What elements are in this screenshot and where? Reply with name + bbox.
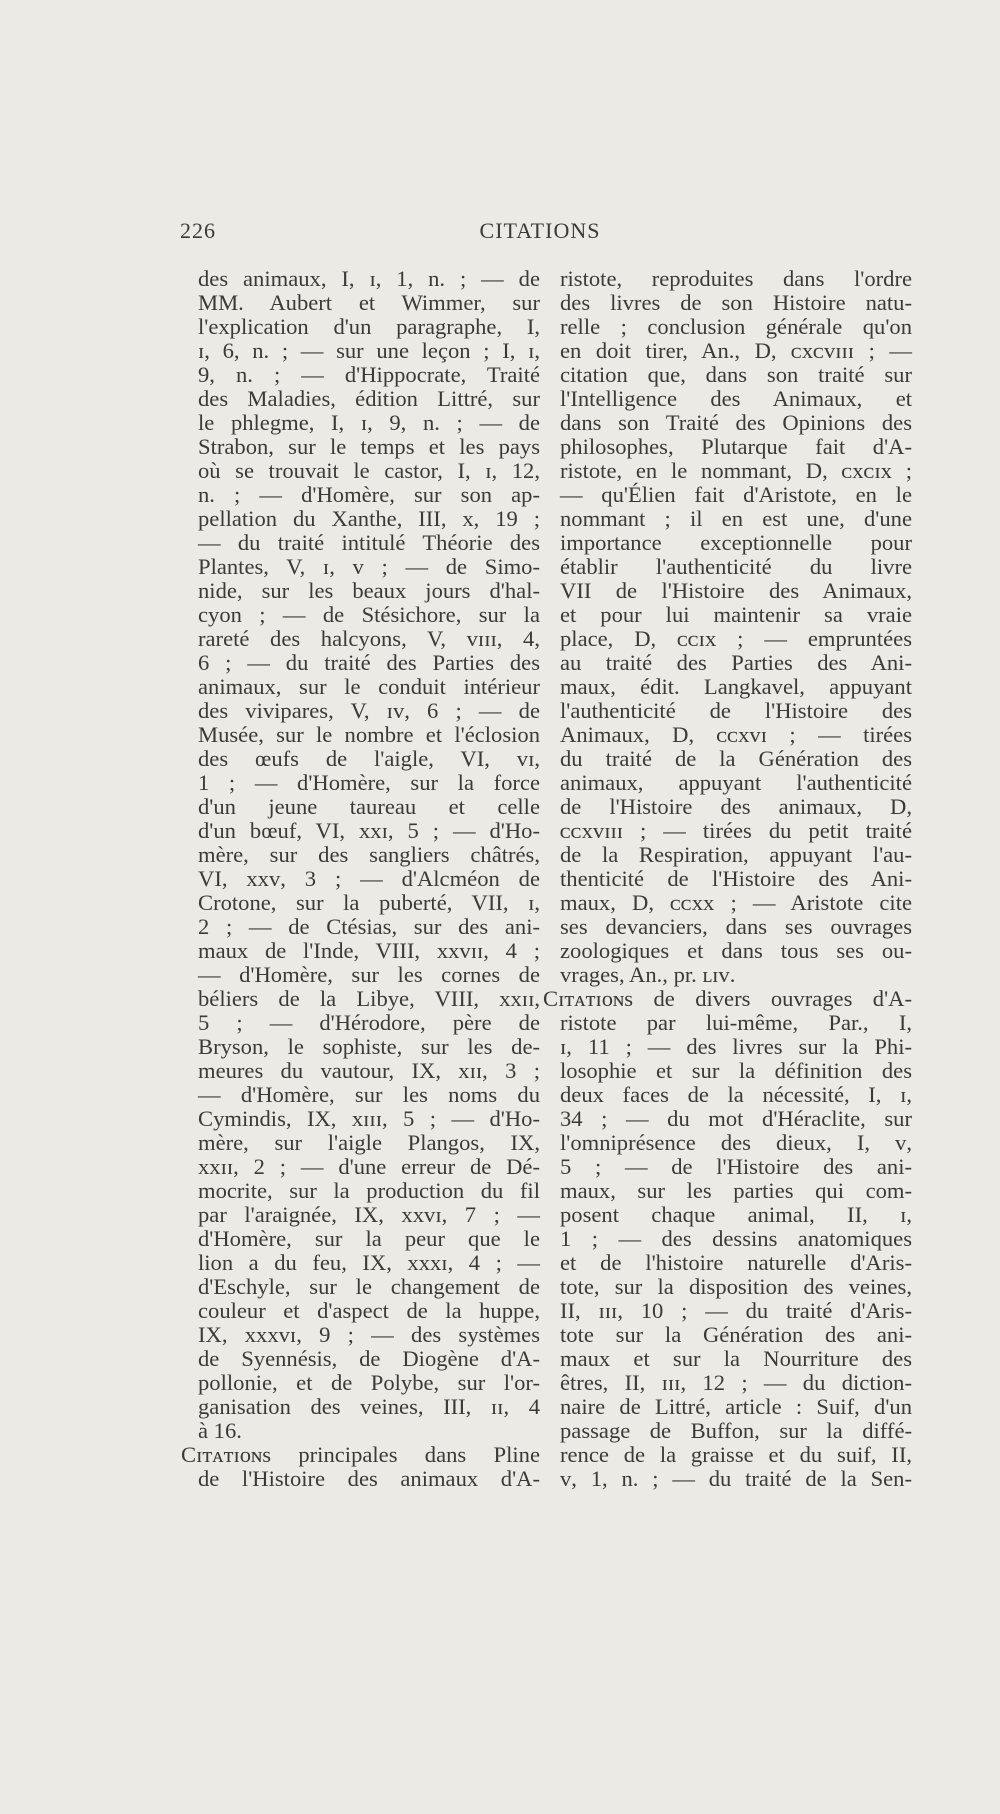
page-number: 226	[180, 218, 216, 243]
left-column-line: rareté des halcyons, V, ᴠɪɪɪ, 4,	[198, 626, 540, 651]
right-column-line: vrages, An., pr. ʟɪᴠ.	[560, 962, 736, 987]
left-column-line: lion a du feu, IX, xxxɪ, 4 ; —	[198, 1250, 540, 1275]
right-column-line: maux, édit. Langkavel, appuyant	[560, 674, 912, 699]
right-column-line: l'omniprésence des dieux, I, ᴠ,	[560, 1130, 912, 1155]
left-column-line: d'Eschyle, sur le changement de	[198, 1274, 540, 1299]
left-column-line: ganisation des veines, III, ɪɪ, 4	[198, 1394, 540, 1419]
left-column-line: des Maladies, édition Littré, sur	[198, 386, 540, 411]
right-column-line: Animaux, D, ᴄᴄxᴠɪ ; — tirées	[560, 722, 912, 747]
left-column-line: où se trouvait le castor, I, ɪ, 12,	[198, 458, 540, 483]
left-column-line: meures du vautour, IX, xɪɪ, 3 ;	[198, 1058, 540, 1083]
right-column-line: 34 ; — du mot d'Héraclite, sur	[560, 1106, 912, 1131]
left-column-line: VI, xxᴠ, 3 ; — d'Alcméon de	[198, 866, 540, 891]
right-column-line: animaux, appuyant l'authenticité	[560, 770, 912, 795]
left-column-line: des œufs de l'aigle, VI, ᴠɪ,	[198, 746, 540, 771]
right-column-line: maux et sur la Nourriture des	[560, 1346, 912, 1371]
left-column-line: Cɪᴛᴀᴛɪᴏɴs principales dans Pline	[181, 1442, 540, 1467]
right-column-line: au traité des Parties des Ani-	[560, 650, 912, 675]
left-column-line: l'explication d'un paragraphe, I,	[198, 314, 540, 339]
right-column-line: l'authenticité de l'Histoire des	[560, 698, 912, 723]
left-column-line: le phlegme, I, ɪ, 9, n. ; — de	[198, 410, 540, 435]
left-column-line: Strabon, sur le temps et les pays	[198, 434, 540, 459]
right-column-line: nommant ; il en est une, d'une	[560, 506, 912, 531]
right-column-line: ɪ, 11 ; — des livres sur la Phi-	[560, 1034, 912, 1059]
left-column-line: d'un bœuf, VI, xxɪ, 5 ; — d'Ho-	[198, 818, 540, 843]
left-column-line: 6 ; — du traité des Parties des	[198, 650, 540, 675]
left-column-line: 5 ; — d'Hérodore, père de	[198, 1010, 540, 1035]
right-column-line: citation que, dans son traité sur	[560, 362, 912, 387]
left-column-line: Bryson, le sophiste, sur les de-	[198, 1034, 540, 1059]
right-column-line: passage de Buffon, sur la diffé-	[560, 1418, 912, 1443]
right-column-line: importance exceptionnelle pour	[560, 530, 912, 555]
right-column-line: rence de la graisse et du suif, II,	[560, 1442, 912, 1467]
right-column-line: II, ɪɪɪ, 10 ; — du traité d'Aris-	[560, 1298, 912, 1323]
right-column-line: tote sur la Génération des ani-	[560, 1322, 912, 1347]
right-column-line: ristote par lui-même, Par., I,	[560, 1010, 912, 1035]
left-column-line: 1 ; — d'Homère, sur la force	[198, 770, 540, 795]
right-column-line: et pour lui maintenir sa vraie	[560, 602, 912, 627]
right-column-line: dans son Traité des Opinions des	[560, 410, 912, 435]
left-column-line: pollonie, et de Polybe, sur l'or-	[198, 1370, 540, 1395]
right-column-line: des livres de son Histoire natu-	[560, 290, 912, 315]
left-column-line: de Syennésis, de Diogène d'A-	[198, 1346, 540, 1371]
left-column-line: ɪ, 6, n. ; — sur une leçon ; I, ɪ,	[198, 338, 540, 363]
running-title: CITATIONS	[479, 218, 601, 243]
right-column-line: losophie et sur la définition des	[560, 1058, 912, 1083]
right-column-line: en doit tirer, An., D, ᴄxᴄᴠɪɪɪ ; —	[560, 338, 912, 363]
left-column-line: des vivipares, V, ɪᴠ, 6 ; — de	[198, 698, 540, 723]
left-column-line: Crotone, sur la puberté, VII, ɪ,	[198, 890, 540, 915]
left-column-line: — d'Homère, sur les noms du	[198, 1082, 540, 1107]
left-column-line: maux de l'Inde, VIII, xxᴠɪɪ, 4 ;	[198, 938, 540, 963]
right-column-line: maux, D, ᴄᴄxx ; — Aristote cite	[560, 890, 912, 915]
right-column-line: philosophes, Plutarque fait d'A-	[560, 434, 912, 459]
right-column-line: de l'Histoire des animaux, D,	[560, 794, 912, 819]
left-column-line: Musée, sur le nombre et l'éclosion	[198, 722, 540, 747]
right-column-line: êtres, II, ɪɪɪ, 12 ; — du diction-	[560, 1370, 912, 1395]
right-column-line: 1 ; — des dessins anatomiques	[560, 1226, 912, 1251]
left-column-line: béliers de la Libye, VIII, xxɪɪ,	[198, 986, 540, 1011]
left-column-line: MM. Aubert et Wimmer, sur	[198, 290, 540, 315]
right-column-line: ristote, reproduites dans l'ordre	[560, 266, 912, 291]
right-column-line: du traité de la Génération des	[560, 746, 912, 771]
right-column-line: naire de Littré, article : Suif, d'un	[560, 1394, 912, 1419]
right-column-line: ses devanciers, dans ses ouvrages	[560, 914, 912, 939]
left-column-line: mère, sur l'aigle Plangos, IX,	[198, 1130, 540, 1155]
right-column-line: établir l'authenticité du livre	[560, 554, 912, 579]
right-text-column	[543, 266, 912, 1491]
left-column-line: mère, sur des sangliers châtrés,	[198, 842, 540, 867]
left-column-line: d'un jeune taureau et celle	[198, 794, 540, 819]
left-column-line: 2 ; — de Ctésias, sur des ani-	[198, 914, 540, 939]
left-column-line: n. ; — d'Homère, sur son ap-	[198, 482, 540, 507]
right-column-line: deux faces de la nécessité, I, ɪ,	[560, 1082, 912, 1107]
left-column-line: animaux, sur le conduit intérieur	[198, 674, 540, 699]
right-column-line: ᴄᴄxᴠɪɪɪ ; — tirées du petit traité	[560, 818, 912, 843]
left-column-line: d'Homère, sur la peur que le	[198, 1226, 540, 1251]
right-column-line: posent chaque animal, II, ɪ,	[560, 1202, 912, 1227]
right-column-line: thenticité de l'Histoire des Ani-	[560, 866, 912, 891]
right-column-line: — qu'Élien fait d'Aristote, en le	[560, 482, 912, 507]
left-column-line: par l'araignée, IX, xxᴠɪ, 7 ; —	[198, 1202, 540, 1227]
left-column-line: nide, sur les beaux jours d'hal-	[198, 578, 540, 603]
right-column-line: de la Respiration, appuyant l'au-	[560, 842, 912, 867]
left-column-line: 9, n. ; — d'Hippocrate, Traité	[198, 362, 540, 387]
right-column-line: zoologiques et dans tous ses ou-	[560, 938, 912, 963]
right-column-line: ᴠ, 1, n. ; — du traité de la Sen-	[560, 1466, 912, 1491]
right-column-line: tote, sur la disposition des veines,	[560, 1274, 912, 1299]
right-column-line: 5 ; — de l'Histoire des ani-	[560, 1154, 912, 1179]
right-column-line: l'Intelligence des Animaux, et	[560, 386, 912, 411]
left-column-line: couleur et d'aspect de la huppe,	[198, 1298, 540, 1323]
left-column-line: IX, xxxᴠɪ, 9 ; — des systèmes	[198, 1322, 540, 1347]
right-column-line: Cɪᴛᴀᴛɪᴏɴs de divers ouvrages d'A-	[543, 986, 912, 1011]
right-column-line: place, D, ᴄᴄɪx ; — empruntées	[560, 626, 912, 651]
left-column-line: — du traité intitulé Théorie des	[198, 530, 540, 555]
left-column-line: des animaux, I, ɪ, 1, n. ; — de	[198, 266, 540, 291]
left-column-line: mocrite, sur la production du fil	[198, 1178, 540, 1203]
left-column-line: — d'Homère, sur les cornes de	[198, 962, 540, 987]
right-column-line: VII de l'Histoire des Animaux,	[560, 578, 912, 603]
left-column-line: Cymindis, IX, xɪɪɪ, 5 ; — d'Ho-	[198, 1106, 540, 1131]
right-column-line: maux, sur les parties qui com-	[560, 1178, 912, 1203]
right-column-line: et de l'histoire naturelle d'Aris-	[560, 1250, 912, 1275]
right-column-line: ristote, en le nommant, D, ᴄxᴄɪx ;	[560, 458, 912, 483]
right-column-line: relle ; conclusion générale qu'on	[560, 314, 912, 339]
left-column-line: pellation du Xanthe, III, x, 19 ;	[198, 506, 540, 531]
left-column-line: cyon ; — de Stésichore, sur la	[198, 602, 540, 627]
left-text-column	[181, 266, 540, 1491]
left-column-line: xxɪɪ, 2 ; — d'une erreur de Dé-	[198, 1154, 540, 1179]
left-column-line: de l'Histoire des animaux d'A-	[198, 1466, 540, 1491]
left-column-line: Plantes, V, ɪ, v ; — de Simo-	[198, 554, 540, 579]
left-column-line: à 16.	[198, 1418, 242, 1443]
